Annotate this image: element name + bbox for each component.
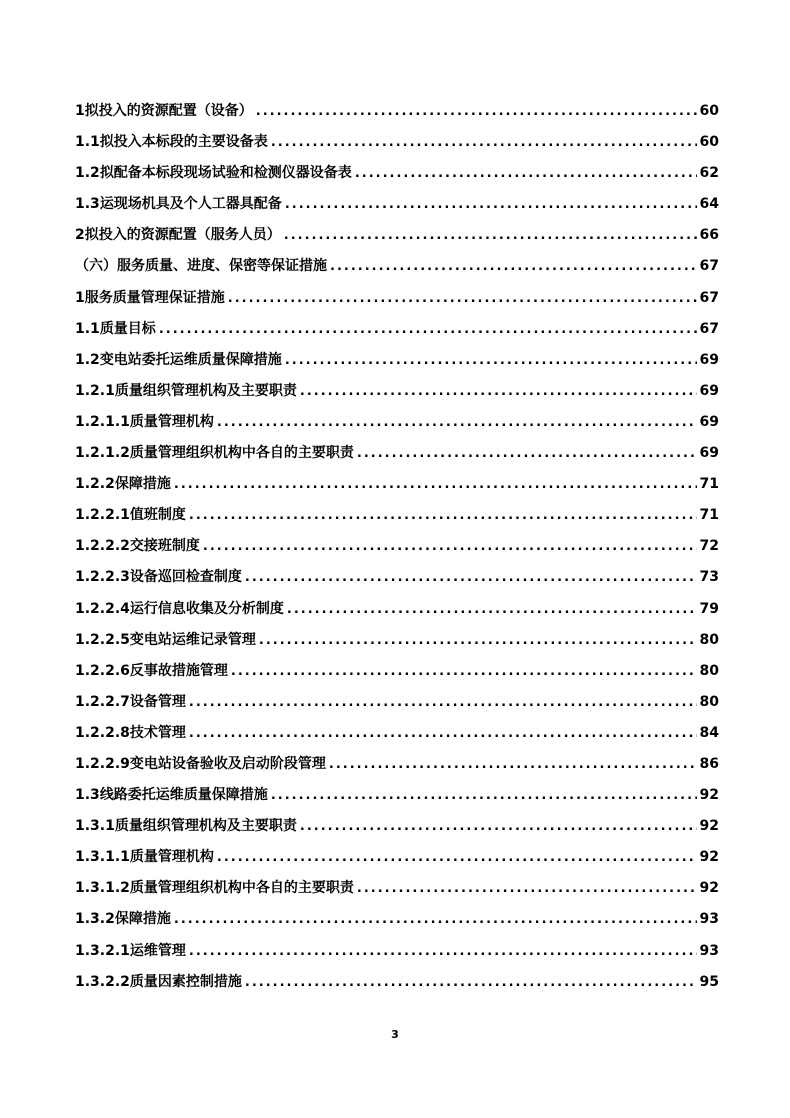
toc-entry-page: 84 xyxy=(699,724,719,741)
toc-entry-page: 60 xyxy=(699,134,719,151)
toc-entry-page: 80 xyxy=(699,662,719,679)
toc-entry[interactable] xyxy=(75,438,719,469)
toc-entry-title: 值班制度 xyxy=(129,507,186,524)
toc-entry-page: 67 xyxy=(699,320,719,337)
toc-entry-title: 质量组织管理机构及主要职责 xyxy=(114,382,297,399)
toc-entry[interactable] xyxy=(75,625,719,656)
toc-entry-page: 69 xyxy=(699,445,719,462)
toc-entry[interactable] xyxy=(75,811,719,842)
toc-entry-page: 67 xyxy=(699,258,719,275)
toc-entry-number: 1.2.2.5 xyxy=(75,631,130,648)
toc-entry-page: 62 xyxy=(699,165,719,182)
toc-dot-leader xyxy=(189,687,697,718)
toc-entry-title: 交接班制度 xyxy=(129,538,200,555)
toc-entry[interactable] xyxy=(75,842,719,873)
toc-dot-leader xyxy=(159,314,697,345)
toc-dot-leader xyxy=(357,873,697,904)
toc-entry-page: 92 xyxy=(699,849,719,866)
toc-dot-leader xyxy=(300,811,697,842)
toc-entry[interactable] xyxy=(75,531,719,562)
toc-entry[interactable] xyxy=(75,158,719,189)
toc-entry-page: 66 xyxy=(699,227,719,244)
toc-entry-title: 质量因素控制措施 xyxy=(129,973,242,990)
toc-entry-number: 1.2.2 xyxy=(75,476,115,493)
toc-entry-title: 拟投入的资源配置（设备） xyxy=(84,103,253,119)
toc-entry-number: 1.3.2.2 xyxy=(75,973,130,990)
toc-dot-leader xyxy=(271,127,697,158)
toc-dot-leader xyxy=(329,749,697,780)
toc-entry-page: 86 xyxy=(699,755,719,772)
toc-dot-leader xyxy=(245,562,697,593)
toc-entry[interactable] xyxy=(75,376,719,407)
toc-entry-number: 1.3.1.2 xyxy=(75,880,130,897)
toc-entry-number: 1.1 xyxy=(75,320,100,337)
toc-entry-title: 运现场机具及个人工器具配备 xyxy=(99,196,282,213)
toc-dot-leader xyxy=(355,158,697,189)
toc-entry-title: 运维管理 xyxy=(129,942,186,959)
toc-entry-number: 1.3.2 xyxy=(75,911,115,928)
toc-entry-page: 92 xyxy=(699,787,719,804)
toc-entry[interactable] xyxy=(75,345,719,376)
table-of-contents xyxy=(75,96,719,998)
page-number: 3 xyxy=(391,1028,399,1041)
toc-entry-number: 2 xyxy=(75,227,85,244)
toc-entry-page: 60 xyxy=(699,103,719,119)
toc-entry-title: 变电站设备验收及启动阶段管理 xyxy=(129,755,326,772)
toc-entry[interactable] xyxy=(75,656,719,687)
toc-dot-leader xyxy=(189,936,697,967)
toc-entry-page: 80 xyxy=(699,631,719,648)
toc-entry-number: 1.2.1.2 xyxy=(75,445,130,462)
toc-dot-leader xyxy=(259,625,697,656)
toc-entry-number: 1 xyxy=(75,103,85,119)
toc-entry[interactable] xyxy=(75,96,719,127)
toc-entry-number: 1.3 xyxy=(75,196,100,213)
toc-entry-number: 1.2.2.7 xyxy=(75,693,130,710)
toc-entry-page: 92 xyxy=(699,880,719,897)
toc-dot-leader xyxy=(217,407,697,438)
toc-entry-title: 反事故措施管理 xyxy=(129,662,228,679)
toc-entry[interactable] xyxy=(75,749,719,780)
toc-entry-page: 92 xyxy=(699,818,719,835)
toc-entry-number: 1.2.2.3 xyxy=(75,569,130,586)
toc-entry-number: 1.2.2.4 xyxy=(75,600,130,617)
toc-dot-leader xyxy=(189,718,697,749)
toc-entry-number: 1.2.2.8 xyxy=(75,724,130,741)
toc-entry-page: 71 xyxy=(699,507,719,524)
toc-entry-title: 服务质量管理保证措施 xyxy=(84,289,225,306)
toc-dot-leader xyxy=(217,842,697,873)
toc-entry-title: 质量管理机构 xyxy=(129,413,214,430)
toc-entry-title: 质量管理机构 xyxy=(129,849,214,866)
toc-entry-title: 技术管理 xyxy=(129,724,186,741)
toc-dot-leader xyxy=(330,251,697,282)
toc-entry[interactable] xyxy=(75,936,719,967)
toc-entry-number: 1.2 xyxy=(75,165,100,182)
toc-entry[interactable] xyxy=(75,189,719,220)
toc-dot-leader xyxy=(284,220,697,251)
toc-entry-page: 67 xyxy=(699,289,719,306)
toc-entry-title: 保障措施 xyxy=(114,911,171,928)
toc-entry-title: 质量目标 xyxy=(99,320,156,337)
toc-entry[interactable] xyxy=(75,718,719,749)
toc-entry-page: 95 xyxy=(699,973,719,990)
toc-entry-page: 71 xyxy=(699,476,719,493)
toc-entry-page: 69 xyxy=(699,413,719,430)
toc-entry-number: 1.2.1 xyxy=(75,382,115,399)
toc-entry[interactable] xyxy=(75,127,719,158)
toc-entry-page: 69 xyxy=(699,382,719,399)
toc-entry[interactable] xyxy=(75,469,719,500)
toc-entry-number: 1.2.2.2 xyxy=(75,538,130,555)
toc-entry-title: 保障措施 xyxy=(114,476,171,493)
toc-entry-number: 1.3 xyxy=(75,787,100,804)
toc-entry[interactable] xyxy=(75,220,719,251)
toc-entry-title: 拟投入的资源配置（服务人员） xyxy=(84,227,281,244)
toc-entry-number: 1.2.1.1 xyxy=(75,413,130,430)
toc-dot-leader xyxy=(357,438,697,469)
toc-entry-page: 93 xyxy=(699,942,719,959)
toc-entry[interactable] xyxy=(75,500,719,531)
toc-entry-page: 93 xyxy=(699,911,719,928)
toc-entry-number: 1.2 xyxy=(75,351,100,368)
toc-entry[interactable] xyxy=(75,314,719,345)
toc-entry[interactable] xyxy=(75,967,719,998)
toc-entry[interactable] xyxy=(75,904,719,935)
toc-entry-number: 1.3.1 xyxy=(75,818,115,835)
toc-entry-number: 1.2.2.6 xyxy=(75,662,130,679)
toc-entry-title: 设备管理 xyxy=(129,693,186,710)
toc-dot-leader xyxy=(189,500,697,531)
toc-entry-page: 64 xyxy=(699,196,719,213)
toc-entry[interactable] xyxy=(75,562,719,593)
toc-entry-number: 1.3.1.1 xyxy=(75,849,130,866)
toc-entry-title: 变电站委托运维质量保障措施 xyxy=(99,351,282,368)
toc-entry-number: 1 xyxy=(75,289,85,306)
toc-dot-leader xyxy=(271,780,697,811)
toc-entry-number: （六） xyxy=(75,258,117,275)
toc-entry-page: 69 xyxy=(699,351,719,368)
toc-entry-title: 质量组织管理机构及主要职责 xyxy=(114,818,297,835)
toc-dot-leader xyxy=(300,376,697,407)
toc-dot-leader xyxy=(203,531,697,562)
toc-entry-title: 变电站运维记录管理 xyxy=(129,631,256,648)
toc-entry[interactable] xyxy=(75,873,719,904)
toc-entry-number: 1.2.2.9 xyxy=(75,755,130,772)
toc-entry-page: 79 xyxy=(699,600,719,617)
toc-entry[interactable] xyxy=(75,407,719,438)
toc-entry-title: 线路委托运维质量保障措施 xyxy=(99,787,268,804)
toc-entry[interactable] xyxy=(75,594,719,625)
toc-dot-leader xyxy=(231,656,697,687)
toc-entry[interactable] xyxy=(75,283,719,314)
toc-entry-number: 1.1 xyxy=(75,134,100,151)
toc-entry-title: 拟配备本标段现场试验和检测仪器设备表 xyxy=(99,165,352,182)
toc-entry[interactable] xyxy=(75,687,719,718)
toc-entry-title: 拟投入本标段的主要设备表 xyxy=(99,134,268,151)
toc-dot-leader xyxy=(285,345,697,376)
toc-entry-number: 1.3.2.1 xyxy=(75,942,130,959)
toc-entry[interactable] xyxy=(75,780,719,811)
toc-dot-leader xyxy=(287,594,697,625)
toc-dot-leader xyxy=(228,283,697,314)
toc-dot-leader xyxy=(285,189,697,220)
toc-dot-leader xyxy=(245,967,697,998)
toc-dot-leader xyxy=(174,904,697,935)
toc-entry-title: 质量管理组织机构中各自的主要职责 xyxy=(129,880,354,897)
toc-dot-leader xyxy=(174,469,697,500)
toc-entry-page: 73 xyxy=(699,569,719,586)
toc-entry-title: 质量管理组织机构中各自的主要职责 xyxy=(129,445,354,462)
toc-dot-leader xyxy=(256,96,697,127)
toc-entry-page: 80 xyxy=(699,693,719,710)
toc-entry-page: 72 xyxy=(699,538,719,555)
toc-entry-number: 1.2.2.1 xyxy=(75,507,130,524)
toc-entry[interactable] xyxy=(75,251,719,282)
toc-entry-title: 设备巡回检查制度 xyxy=(129,569,242,586)
toc-entry-title: 服务质量、进度、保密等保证措施 xyxy=(117,258,327,275)
toc-entry-title: 运行信息收集及分析制度 xyxy=(129,600,284,617)
